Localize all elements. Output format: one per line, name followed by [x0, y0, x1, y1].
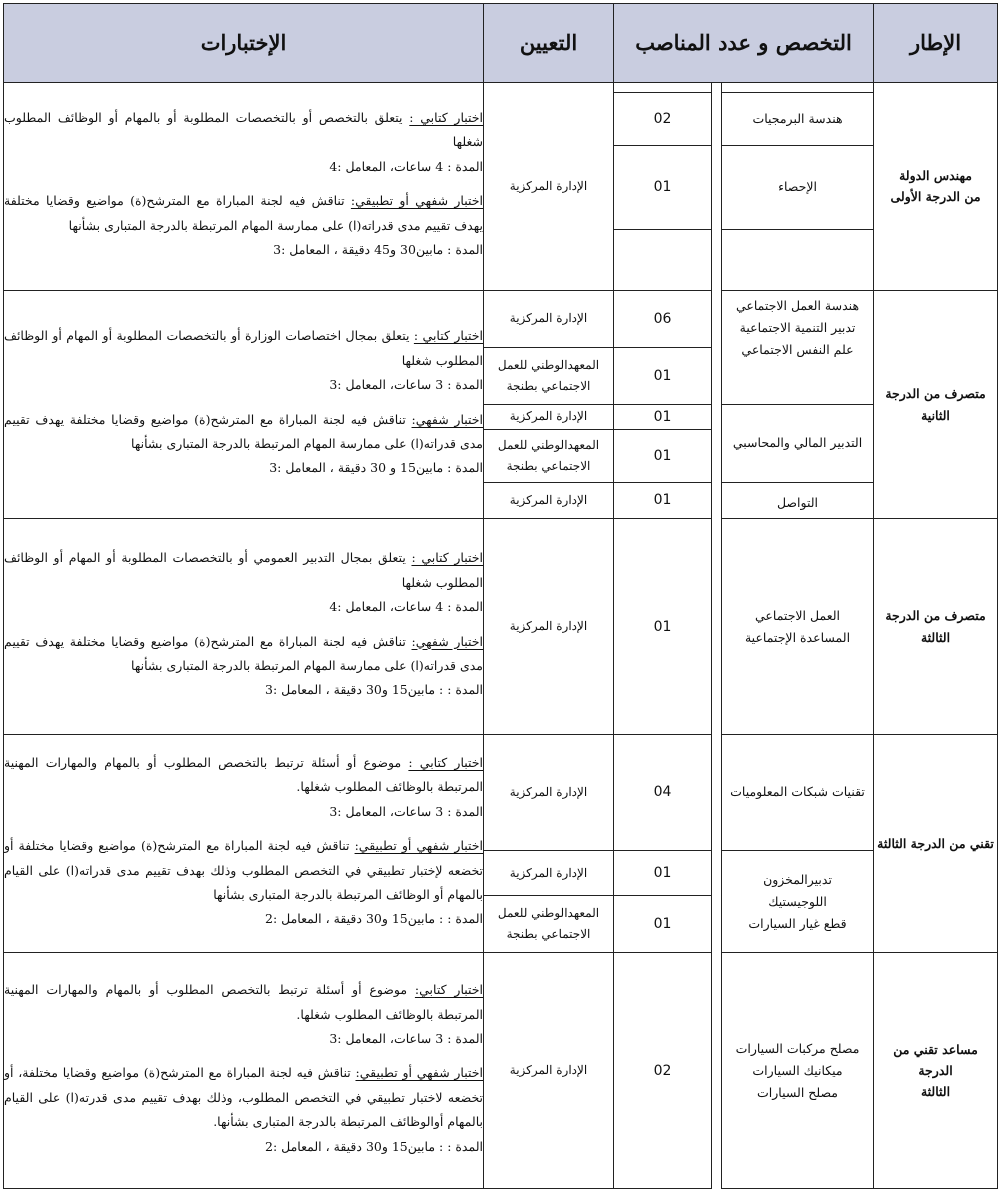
table-row	[4, 953, 998, 1189]
oral-exam-duration: المدة : مابين30 و45 دقيقة ، المعامل :3	[273, 241, 483, 257]
exam-cell	[4, 519, 484, 734]
oral-exam-label: اختبار شفهي أو تطبيقي:	[354, 838, 484, 854]
posts-cell: 01	[614, 347, 712, 404]
posts-cell: 01	[614, 482, 712, 519]
assignment-cell: الإدارة المركزية	[484, 482, 614, 519]
assignment-cell: الإدارة المركزية	[484, 519, 614, 734]
oral-exam-text: تناقش فيه لجنة المباراة مع المترشح(ة) مواضيع وقضايا مختلفة يهدف تقييم مدى قدراته(ا) على ممارسة المهام المرتبطة بالدرجة المتبارى بشأنها	[4, 633, 483, 673]
table-row	[4, 82, 998, 92]
exam-cell	[4, 734, 484, 952]
oral-exam-duration: المدة : : مابين15 و30 دقيقة ، المعامل :3	[264, 682, 483, 698]
header-cadre: الإطار	[874, 4, 998, 83]
oral-exam-label: اختبار شفهي:	[411, 411, 483, 427]
written-exam-text: موضوع أو أسئلة ترتبط بالتخصص المطلوب أو بالمهام والمهارات المهنية المرتبطة بالوظائف المطلوب شغلها.	[4, 755, 483, 795]
posts-cell: 01	[614, 145, 712, 229]
oral-exam-text: تناقش فيه لجنة المباراة مع المترشح(ة) مواضيع وقضايا مختلفة يهدف تقييم مدى قدراته(ا) على ممارسة المهام المرتبطة بالدرجة المتبارى بشأنها	[4, 411, 483, 451]
written-exam-duration: المدة : 4 ساعات، المعامل :4	[329, 158, 483, 174]
assignment-cell: الإدارة المركزية	[484, 82, 614, 290]
assignment-cell: الإدارة المركزية	[484, 405, 614, 429]
specialty-cell: هندسة العمل الاجتماعي تدبير التنمية الاجتماعية علم النفس الاجتماعي	[722, 290, 874, 404]
written-exam-duration: المدة : 3 ساعات، المعامل :3	[329, 803, 483, 819]
written-exam-duration: المدة : 4 ساعات، المعامل :4	[329, 599, 483, 615]
posts-cell: 04	[614, 734, 712, 850]
cadre-cell: مهندس الدولة من الدرجة الأولى	[874, 82, 998, 290]
written-exam-text: يتعلق بمجال اختصاصات الوزارة أو بالتخصصات المطلوبة أو المهام أو الوظائف المطلوب شغلها	[4, 328, 483, 368]
cadre-cell: مساعد تقني من الدرجة الثالثة	[874, 953, 998, 1189]
table-row	[4, 734, 998, 850]
written-exam-text: موضوع أو أسئلة ترتبط بالتخصص المطلوب أو بالمهام والمهارات المهنية المرتبطة بالوظائف المطلوب شغلها.	[4, 982, 483, 1022]
cadre-cell: متصرف من الدرجة الثالثة	[874, 519, 998, 734]
posts-cell: 01	[614, 405, 712, 429]
specialty-cell: تقنيات شبكات المعلوميات	[722, 734, 874, 850]
written-exam-duration: المدة : 3 ساعات، المعامل :3	[329, 377, 483, 393]
exam-cell	[4, 290, 484, 519]
assignment-cell: المعهدالوطني للعمل الاجتماعي بطنجة	[484, 347, 614, 404]
written-exam-duration: المدة : 3 ساعات، المعامل :3	[329, 1031, 483, 1046]
recruitment-table	[3, 3, 998, 1189]
assignment-cell: الإدارة المركزية	[484, 851, 614, 896]
specialty-cell: العمل الاجتماعي المساعدة الإجتماعية	[722, 519, 874, 734]
posts-cell: 02	[614, 953, 712, 1189]
assignment-cell: المعهدالوطني للعمل الاجتماعي بطنجة	[484, 895, 614, 952]
specialty-cell: مصلح مركبات السيارات ميكانيك السيارات مصلح السيارات	[722, 953, 874, 1189]
posts-cell: 06	[614, 290, 712, 347]
written-exam-label: اختبار كتابي:	[414, 982, 483, 998]
assignment-cell: المعهدالوطني للعمل الاجتماعي بطنجة	[484, 429, 614, 482]
written-exam-label: اختبار كتابي :	[408, 755, 483, 771]
header-specialty: التخصص و عدد المناصب	[614, 4, 874, 83]
table-row	[4, 519, 998, 734]
oral-exam-text: تناقش فيه لجنة المباراة مع المترشح(ة) مواضيع وقضايا مختلفة أو تخضعه لإختبار تطبيقي في التخصص المطلوب وذلك بهدف تقييم مدى قدراته(ا) على القيام بالمهام أو الوظائف المرتبطة بالدرجة المتبارى بشأنها	[4, 838, 483, 902]
assignment-cell: الإدارة المركزية	[484, 953, 614, 1189]
assignment-cell: الإدارة المركزية	[484, 734, 614, 850]
posts-cell: 01	[614, 895, 712, 952]
cadre-cell: تقني من الدرجة الثالثة	[874, 734, 998, 952]
oral-exam-text: تناقش فيه لجنة المباراة مع المترشح(ة) مواضيع وقضايا مختلفة، أو تخضعه لاختبار تطبيقي في التخصص المطلوب، وذلك بهدف تقييم مدى قدرته(ا) على القيام بالمهام أوالوظائف المرتبطة بالدرجة المتبارى بشأنها.	[4, 1065, 483, 1130]
written-exam-label: اختبار كتابي :	[411, 550, 483, 566]
exam-cell	[4, 953, 484, 1189]
oral-exam-label: اختبار شفهي أو تطبيقي:	[350, 193, 483, 209]
oral-exam-duration: المدة : : مابين15 و30 دقيقة ، المعامل :2	[264, 1138, 483, 1154]
specialty-cell: التدبير المالي والمحاسبي	[722, 405, 874, 483]
header-exams: الإختبارات	[4, 4, 484, 83]
oral-exam-label: اختبار شفهي:	[411, 633, 483, 649]
table-row	[4, 290, 998, 347]
header-assignment: التعيين	[484, 4, 614, 83]
written-exam-label: اختبار كتابي :	[413, 328, 483, 344]
exam-cell	[4, 82, 484, 290]
posts-cell: 01	[614, 519, 712, 734]
posts-cell: 02	[614, 92, 712, 145]
posts-cell: 01	[614, 851, 712, 896]
written-exam-label: اختبار كتابي :	[409, 110, 483, 126]
written-exam-text: يتعلق بمجال التدبير العمومي أو بالتخصصات المطلوبة أو المهام أو الوظائف المطلوب شغلها	[4, 550, 483, 590]
oral-exam-duration: المدة : : مابين15 و30 دقيقة ، المعامل :2	[264, 911, 483, 927]
oral-exam-duration: المدة : مابين15 و 30 دقيقة ، المعامل :3	[269, 460, 483, 476]
specialty-cell: هندسة البرمجيات	[722, 92, 874, 145]
assignment-cell: الإدارة المركزية	[484, 290, 614, 347]
written-exam-text: يتعلق بالتخصص أو بالتخصصات المطلوبة أو بالمهام أو الوظائف المطلوب شغلها	[4, 110, 483, 150]
specialty-cell: التواصل	[722, 482, 874, 519]
specialty-cell: تدبيرالمخزون اللوجيستيك قطع غيار السيارات	[722, 851, 874, 953]
posts-cell: 01	[614, 429, 712, 482]
specialty-cell: الإحصاء	[722, 145, 874, 229]
oral-exam-text: تناقش فيه لجنة المباراة مع المترشح(ة) مواضيع وقضايا مختلفة يهدف تقييم مدى قدراته(ا) على ممارسة المهام المرتبطة بالدرجة المتبارى بشأنها	[4, 193, 483, 233]
oral-exam-label: اختبار شفهي أو تطبيقي:	[355, 1065, 483, 1081]
cadre-cell: متصرف من الدرجة الثانية	[874, 290, 998, 519]
header-row	[4, 4, 998, 83]
